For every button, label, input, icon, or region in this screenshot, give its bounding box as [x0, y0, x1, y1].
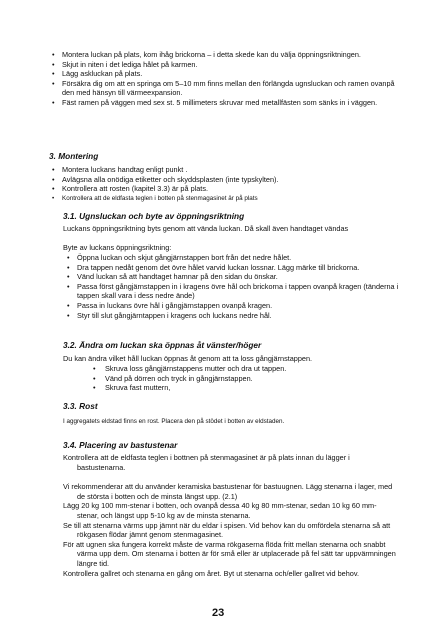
list-item: • Dra tappen nedåt genom det övre hålet varvid luckan lossnar. Lägg märke till brickorna. — [63, 263, 403, 273]
section-3-2-intro: Du kan ändra vilket håll luckan öppnas åt genom att ta loss gångjärnstappen. — [63, 354, 313, 363]
section-3-4-body — [63, 453, 398, 578]
section-3-2-bullet-list — [85, 364, 395, 393]
section-3-bullet-list — [48, 165, 398, 203]
section-3-2-heading: 3.2. Ändra om luckan ska öppnas åt vänster/höger — [63, 340, 262, 350]
paragraph: För att ugnen ska fungera korrekt måste de varma rökgaserna flöda fritt mellan stenarna och snabbt värma upp dem. Om stenarna i botten är för små eller är utplacerade på fel sätt tar uppvärmningen längre tid. — [63, 539, 396, 568]
paragraph: Vi rekommenderar att du använder keramiska bastustenar för bastuugnen. Lägg stenarna i lager, med de största i botten och de minsta längst upp. (2.1) — [63, 482, 393, 501]
section-3-1-intro: Luckans öppningsriktning byts genom att vända luckan. Då skall även handtaget vändas — [63, 224, 349, 233]
list-item: • Fäst ramen på väggen med sex st. 5 millimeters skruvar med metallfästen som sänks in i väggen. — [48, 98, 398, 108]
intro-bullet-list — [48, 50, 398, 108]
list-item: • Styr till slut gångjärntappen i kragens och luckans nedre hål. — [63, 311, 403, 321]
section-3-1-heading: 3.1. Ugnsluckan och byte av öppningsriktning — [63, 211, 245, 221]
list-item: • Kontrollera att rosten (kapitel 3.3) är på plats. — [48, 184, 398, 194]
list-item: • Försäkra dig om att en springa om 5–10 mm finns mellan den förlängda ugnsluckan och ramen ovanpå den med hänsyn till värmeexpansion. — [48, 79, 398, 98]
section-3-1-lead: Byte av luckans öppningsriktning: — [63, 243, 172, 252]
list-item: • Lägg askluckan på plats. — [48, 69, 398, 79]
list-item: • Avlägsna alla onödiga etiketter och skyddsplasten (inte typskylten). — [48, 175, 398, 185]
section-3-4-heading: 3.4. Placering av bastustenar — [63, 440, 178, 450]
paragraph: Se till att stenarna värms upp jämnt när du eldar i spisen. Vid behov kan du omfördela stenarna så att rökgasen flödar jämnt genom stenmagasinet. — [63, 520, 391, 540]
list-item: • Skruva fast muttern, — [85, 383, 395, 393]
section-3-3-heading: 3.3. Rost — [63, 401, 98, 411]
paragraph: Lägg 20 kg 100 mm-stenar i botten, och ovanpå dessa 40 kg 80 mm-stenar, sedan 10 kg 60 mm-stenar, och längst upp 5-10 kg av de minsta stenarna. — [63, 501, 377, 520]
page-number: 23 — [212, 607, 225, 619]
list-item: • Skruva loss gångjärnstappens mutter och dra ut tappen. — [85, 364, 395, 374]
list-item: • Passa in luckans övre hål i gångjärnstappen ovanpå kragen. — [63, 301, 403, 311]
list-item: • Öppna luckan och skjut gångjärnstappen bort från det nedre hålet. — [63, 253, 403, 263]
list-item: • Kontrollera att de eldfasta teglen i botten på stenmagasinet är på plats — [48, 194, 398, 204]
list-item: • Montera luckan på plats, kom ihåg brickorna – i detta skede kan du välja öppningsriktningen. — [48, 50, 398, 60]
list-item: • Vänd luckan så att handtaget hamnar på den sidan du önskar. — [63, 272, 403, 282]
list-item: • Skjut in niten i det lediga hålet på karmen. — [48, 60, 398, 70]
paragraph: Kontrollera att de eldfasta teglen i bottnen på stenmagasinet är på plats innan du lägger i bastustenarna. — [63, 453, 350, 472]
section-3-heading: 3. Montering — [49, 151, 99, 161]
list-item: • Vänd på dörren och tryck in gångjärnstappen. — [85, 374, 395, 384]
list-item: • Montera luckans handtag enligt punkt . — [48, 165, 398, 175]
section-3-1-bullet-list — [63, 253, 403, 320]
paragraph: Kontrollera gallret och stenarna en gång om året. Byt ut stenarna och/eller gallret vid behov. — [63, 568, 359, 578]
section-3-3-text: I aggregatets eldstad finns en rost. Placera den på stödet i botten av eldstaden. — [63, 418, 285, 425]
list-item: • Passa först gångjärnstappen in i kragens övre hål och brickorna i tappen ovanpå kragen (tänderna i tappen skall vara i dess nedre ände) — [63, 282, 403, 301]
